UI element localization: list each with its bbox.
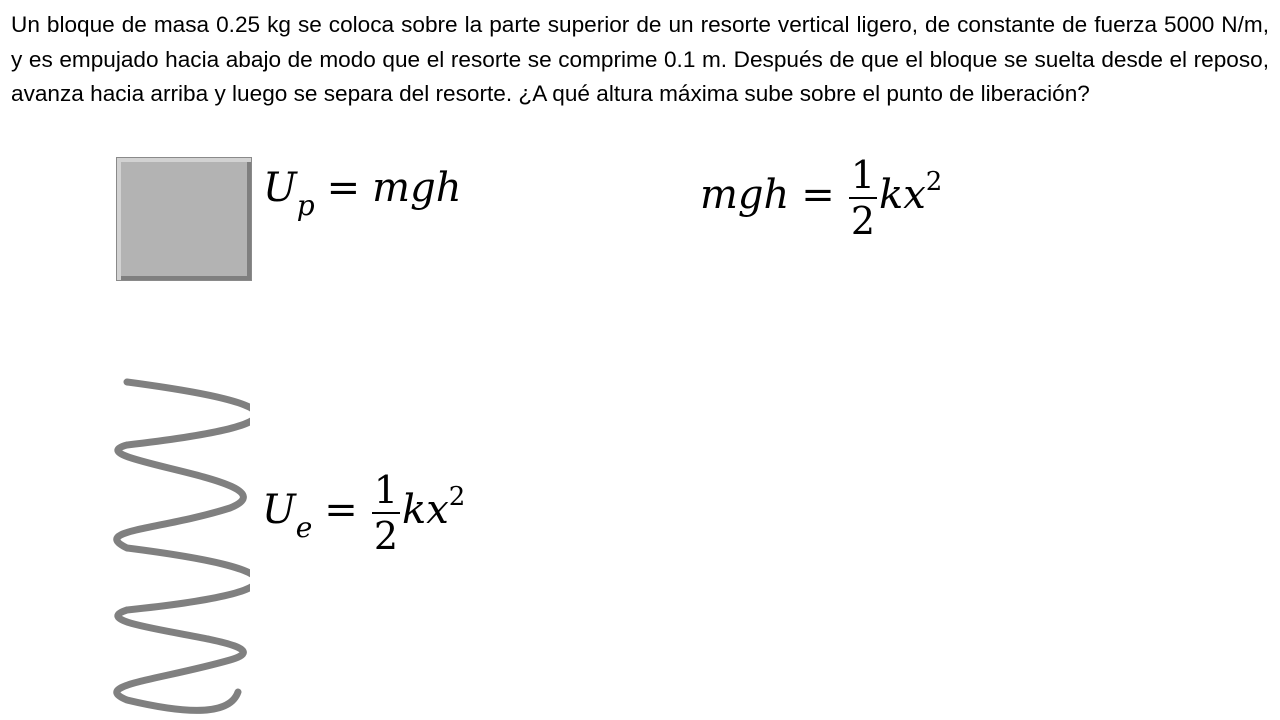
eq-ue-op: =	[324, 487, 358, 533]
eq-mgh-den: 2	[850, 199, 875, 243]
eq-ue-den: 2	[373, 514, 398, 558]
eq-ue-sup: 2	[448, 482, 466, 512]
eq-up-op: =	[326, 165, 361, 211]
eq-mgh-lhs: mgh	[700, 172, 790, 218]
eq-ue-fraction	[372, 468, 400, 558]
eq-ue-num: 1	[373, 468, 398, 512]
eq-mgh-sup: 2	[925, 167, 943, 197]
eq-mgh-num: 1	[850, 153, 875, 197]
eq-ue-lhs: U	[262, 487, 296, 533]
elastic-energy-equation	[262, 468, 465, 558]
eq-mgh-rhs: kx	[879, 172, 926, 218]
block-illustration	[116, 157, 252, 281]
eq-mgh-fraction	[849, 153, 877, 243]
eq-up-rhs: mgh	[372, 165, 462, 211]
problem-statement: Un bloque de masa 0.25 kg se coloca sobre la parte superior de un resorte vertical ligero, de constante de fuerza 5000 N/m, y es empujado hacia abajo de modo que el resorte se comprime 0.1 m. Después de que el bloque se suelta desde el reposo, avanza hacia arriba y luego se separa del resorte. ¿A qué altura máxima sube sobre el punto de liberación?	[11, 12, 1269, 106]
spring-illustration	[110, 370, 250, 720]
energy-balance-equation	[700, 153, 942, 243]
eq-ue-sub: e	[295, 511, 313, 544]
eq-up-lhs: U	[263, 165, 297, 211]
eq-ue-rhs: kx	[402, 487, 449, 533]
eq-mgh-op: =	[801, 172, 835, 218]
eq-up-sub: p	[296, 189, 315, 222]
potential-energy-equation	[263, 165, 462, 222]
